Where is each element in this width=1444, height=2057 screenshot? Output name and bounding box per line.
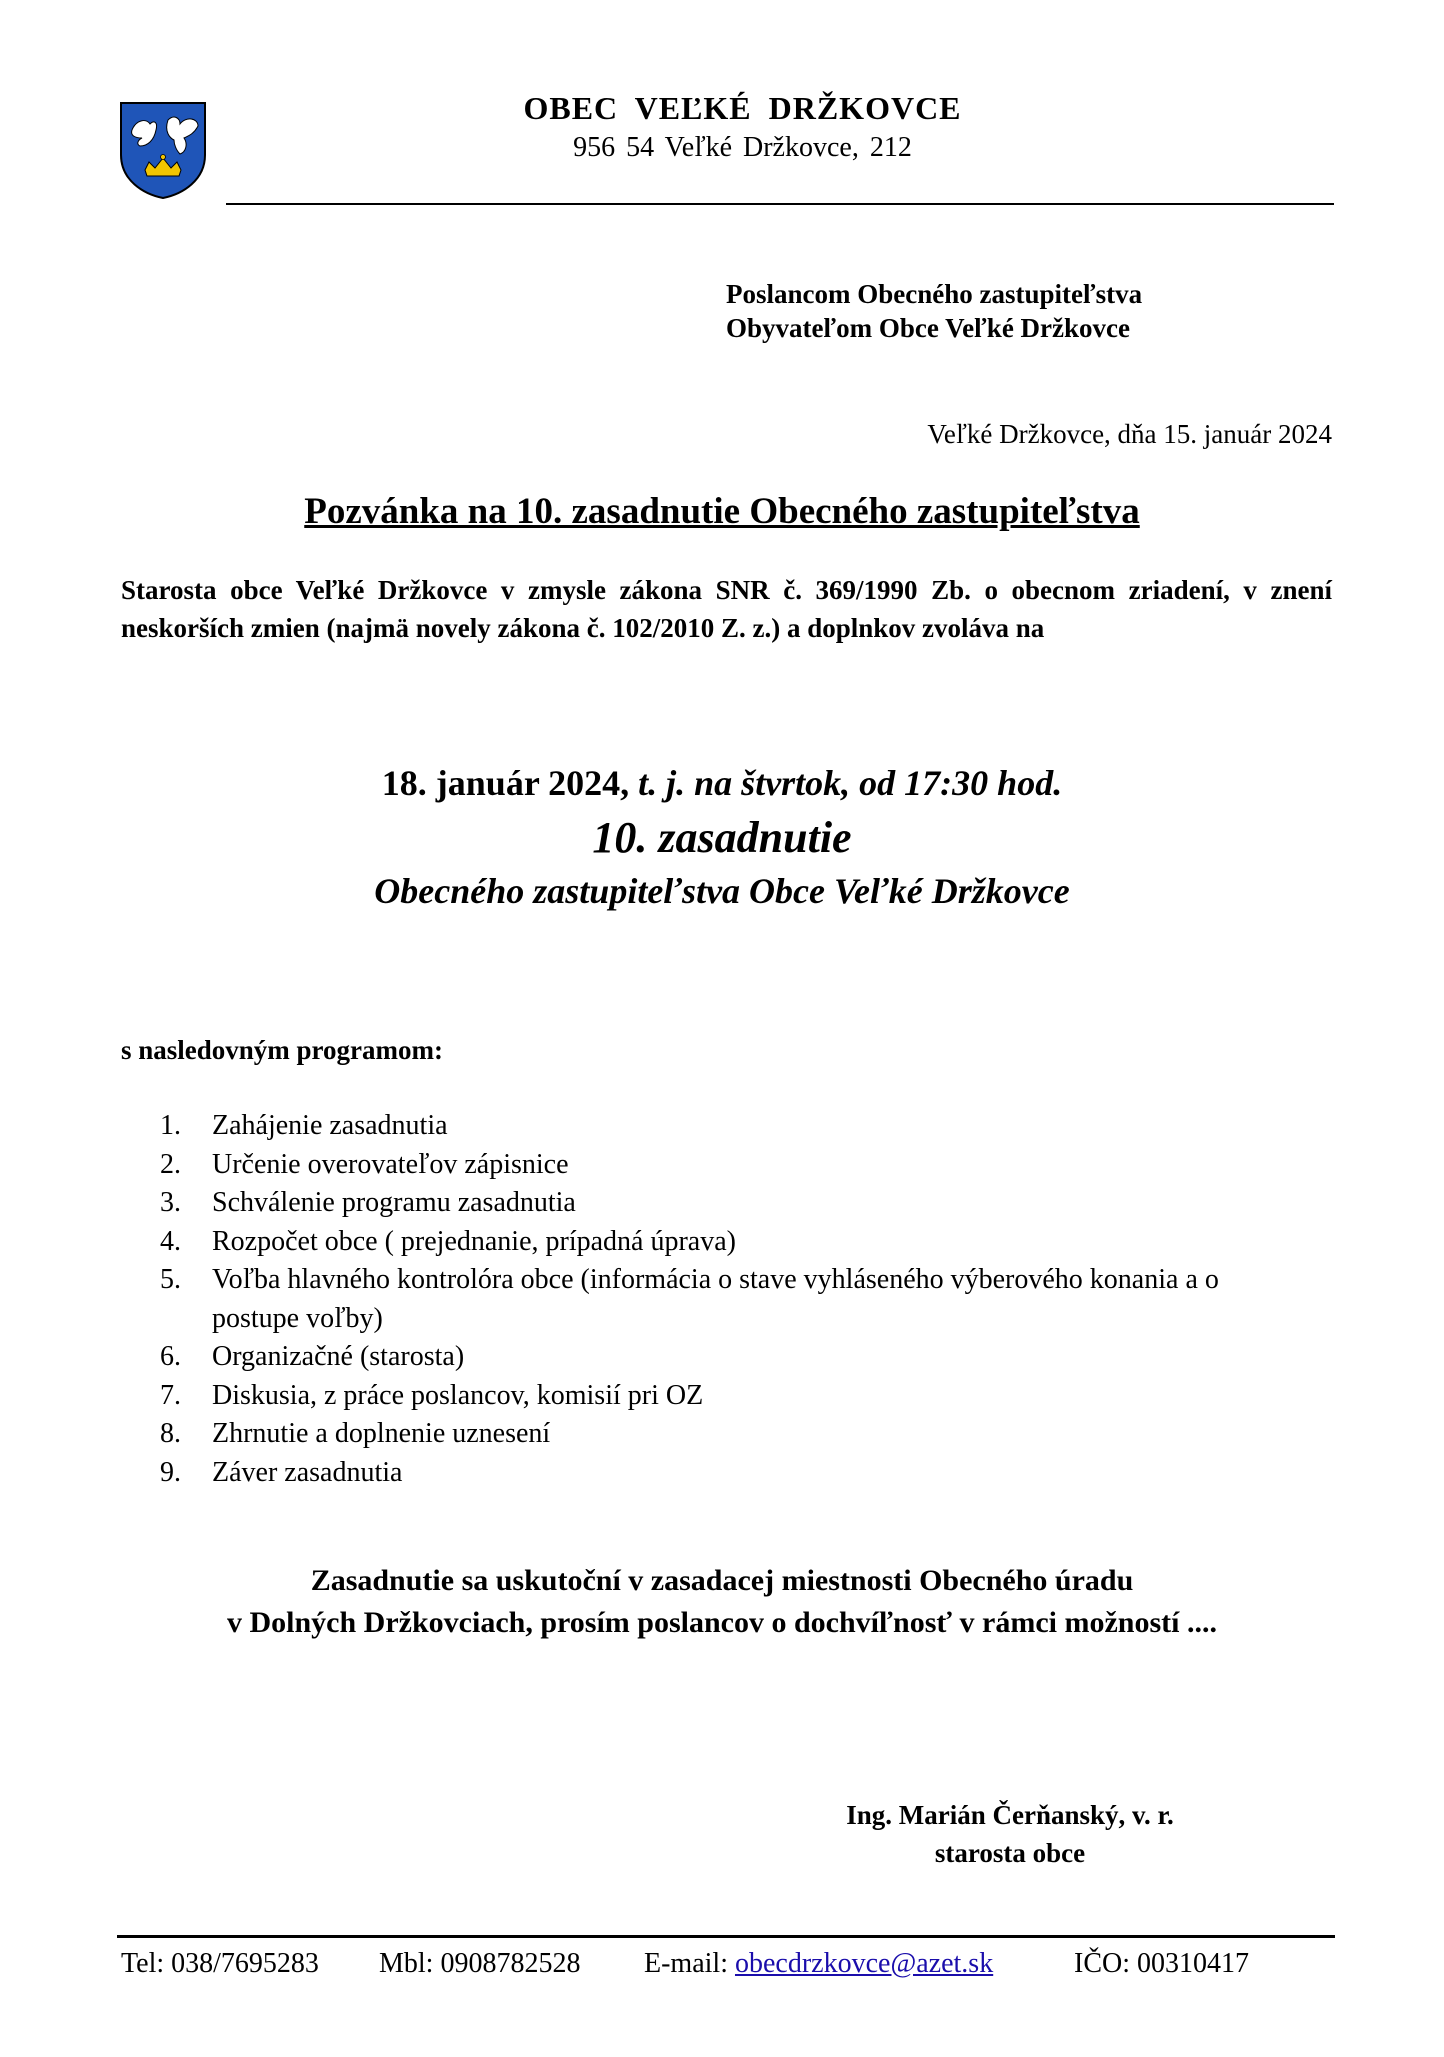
header-divider [226, 203, 1334, 205]
signatory-name: Ing. Marián Čerňanský, v. r. [846, 1800, 1174, 1830]
item-number: 3. [160, 1187, 181, 1218]
list-item [160, 1338, 1310, 1377]
list-item [160, 1146, 1310, 1185]
footer-phone: Tel: 038/7695283 [121, 1948, 319, 1979]
footer-contacts [121, 1948, 1332, 1980]
item-number: 6. [160, 1341, 181, 1372]
recipient-line-2: Obyvateľom Obce Veľké Držkovce [726, 313, 1130, 343]
item-text: Určenie overovateľov zápisnice [212, 1148, 569, 1180]
list-item [160, 1184, 1310, 1223]
meeting-date-detail: t. j. na štvrtok, od 17:30 hod. [629, 763, 1063, 803]
item-number: 2. [160, 1148, 181, 1180]
program-heading: s nasledovným programom: [121, 1035, 444, 1065]
document-title: Pozvánka na 10. zasadnutie Obecného zastupiteľstva [304, 491, 1140, 532]
meeting-date-main: 18. január 2024, [381, 763, 630, 803]
item-text: Schválenie programu zasadnutia [212, 1187, 576, 1218]
organization-name: OBEC VEĽKÉ DRŽKOVCE [523, 90, 962, 126]
list-item [160, 1223, 1310, 1262]
footer-mobile: Mbl: 0908782528 [379, 1948, 581, 1979]
item-text: Rozpočet obce ( prejednanie, prípadná úprava) [212, 1225, 736, 1257]
organization-address: 956 54 Veľké Držkovce, 212 [573, 132, 912, 163]
document-date: Veľké Držkovce, dňa 15. január 2024 [927, 419, 1332, 449]
item-number: 8. [160, 1418, 181, 1449]
item-text: Voľba hlavného kontrolóra obce (informácia o stave vyhláseného výberového konania a o postupe voľby) [212, 1264, 1219, 1334]
list-item [160, 1261, 1310, 1338]
list-item [160, 1454, 1310, 1493]
meeting-body: Obecného zastupiteľstva Obce Veľké Držkovce [374, 871, 1070, 911]
footer-ico: IČO: 00310417 [1074, 1948, 1249, 1979]
meeting-date [112, 762, 1332, 804]
program-list [160, 1107, 1310, 1492]
footer-email [644, 1948, 1074, 1980]
email-link[interactable]: obecdrzkovce@azet.sk [734, 1948, 994, 1979]
list-item [160, 1415, 1310, 1454]
list-item [160, 1377, 1310, 1416]
item-number: 7. [160, 1379, 181, 1411]
closing-line-2: v Dolných Držkovciach, prosím poslancov o dochvíľnosť v rámci možností .... [227, 1606, 1217, 1639]
item-text: Záver zasadnutia [212, 1456, 403, 1488]
item-number: 4. [160, 1225, 181, 1257]
footer-divider [117, 1935, 1335, 1938]
item-text: Organizačné (starosta) [212, 1341, 465, 1372]
intro-paragraph: Starosta obce Veľké Držkovce v zmysle zákona SNR č. 369/1990 Zb. o obecnom zriadení, v znení neskorších zmien (najmä novely zákona č. 102/2010 Z. z.) a doplnkov zvoláva na [121, 575, 1332, 643]
footer-email-label: E-mail: [644, 1948, 735, 1979]
item-text: Diskusia, z práce poslancov, komisií pri OZ [212, 1379, 704, 1411]
item-text: Zhrnutie a doplnenie uznesení [212, 1418, 551, 1449]
closing-note [112, 1560, 1332, 1644]
item-text: Zahájenie zasadnutia [212, 1110, 448, 1141]
item-number: 9. [160, 1456, 181, 1488]
recipient-line-1: Poslancom Obecného zastupiteľstva [726, 279, 1143, 309]
coat-of-arms-icon [118, 100, 208, 200]
item-number: 5. [160, 1264, 181, 1295]
signatory-role: starosta obce [934, 1838, 1086, 1868]
meeting-number: 10. zasadnutie [592, 813, 852, 862]
list-item [160, 1107, 1310, 1146]
item-number: 1. [160, 1110, 181, 1141]
closing-line-1: Zasadnutie sa uskutoční v zasadacej miestnosti Obecného úradu [310, 1564, 1134, 1597]
